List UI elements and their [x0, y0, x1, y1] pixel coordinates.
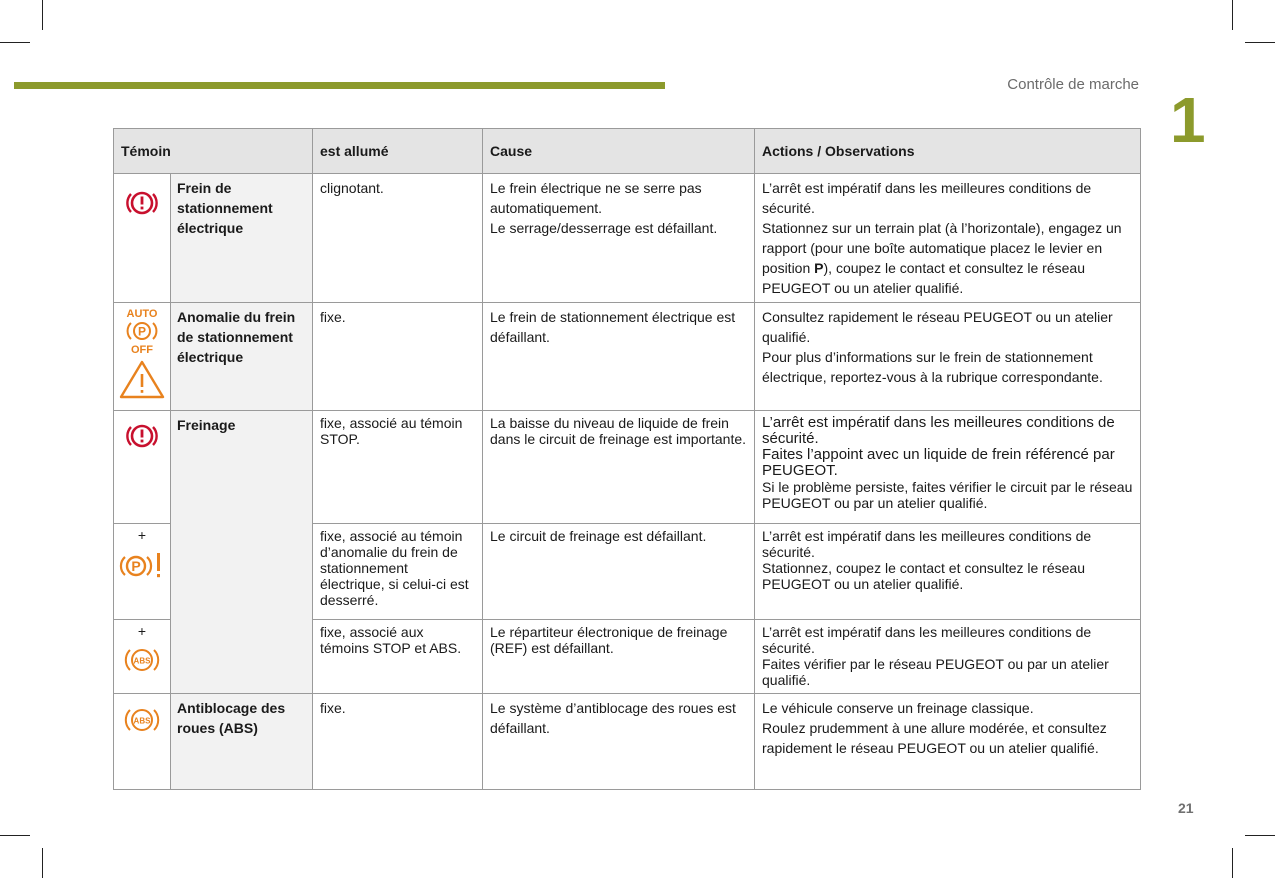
table-header-row [114, 129, 1141, 174]
icon-off-label: OFF [131, 344, 153, 355]
warning-name: Antiblocage des roues (ABS) [171, 694, 313, 790]
state-cell: clignotant. [313, 174, 483, 303]
header-state: est allumé [313, 129, 483, 174]
table-row [114, 411, 1141, 524]
table-row [114, 174, 1141, 303]
warning-lights-table [113, 128, 1141, 790]
action-text: L’arrêt est impératif dans les meilleures conditions de sécurité. [762, 414, 1115, 447]
cause-cell [483, 694, 755, 790]
icon-auto-label: AUTO [126, 308, 158, 320]
action-text: Faites l’appoint avec un liquide de frein référencé par PEUGEOT. [762, 446, 1115, 479]
crop-mark [42, 848, 43, 878]
cause-text: Le serrage/desserrage est défaillant. [490, 220, 718, 236]
auto-p-off-icon [116, 307, 168, 355]
action-text: Le véhicule conserve un freinage classique. [762, 700, 1034, 716]
abs-icon [116, 704, 168, 736]
action-text-part: Stationnez sur un terrain plat (à l’horizontale), engagez un rapport (pour une boîte automatique placez le levier en position [762, 220, 1122, 276]
icon-abs-label: ABS [133, 716, 151, 726]
crop-mark [1245, 42, 1275, 43]
action-text: Roulez prudemment à une allure modérée, et consultez rapidement le réseau PEUGEOT ou un atelier qualifié. [762, 720, 1107, 756]
icon-cell [114, 303, 171, 411]
gear-position-p: P [814, 260, 824, 276]
state-cell: fixe, associé aux témoins STOP et ABS. [313, 620, 483, 694]
cause-text: Le système d’antiblocage des roues est défaillant. [490, 700, 736, 736]
action-text-part: ), coupez le contact et consultez le réseau PEUGEOT ou un atelier qualifié. [762, 260, 1085, 296]
cause-text: Le circuit de freinage est défaillant. [490, 528, 707, 544]
crop-mark [1232, 0, 1233, 30]
cause-text: Le frein de stationnement électrique est défaillant. [490, 309, 736, 345]
cause-text: Le frein électrique ne se serre pas automatiquement. [490, 180, 702, 216]
cause-cell [483, 524, 755, 620]
abs-icon [116, 644, 168, 676]
crop-mark [0, 835, 30, 836]
action-text: Faites vérifier par le réseau PEUGEOT ou par un atelier qualifié. [762, 656, 1109, 688]
header-temoin: Témoin [114, 129, 313, 174]
action-text: Consultez rapidement le réseau PEUGEOT ou un atelier qualifié. [762, 309, 1113, 345]
action-text: L’arrêt est impératif dans les meilleures conditions de sécurité. [762, 180, 1092, 216]
state-cell: fixe. [313, 694, 483, 790]
actions-cell [755, 620, 1141, 694]
cause-text: Le répartiteur électronique de freinage (REF) est défaillant. [490, 624, 728, 656]
action-text: Si le problème persiste, faites vérifier le circuit par le réseau PEUGEOT ou par un atelier qualifié. [762, 479, 1133, 511]
table-row [114, 303, 1141, 411]
actions-cell [755, 411, 1141, 524]
brake-warning-icon [116, 421, 168, 451]
header-cause: Cause [483, 129, 755, 174]
cause-cell [483, 303, 755, 411]
icon-cell [114, 411, 171, 524]
warning-name: Frein de stationnement électrique [171, 174, 313, 303]
warning-triangle-icon [116, 359, 168, 399]
action-text: Stationnez, coupez le contact et consultez le réseau PEUGEOT ou un atelier qualifié. [762, 560, 1085, 592]
actions-cell [755, 174, 1141, 303]
actions-cell [755, 524, 1141, 620]
cause-cell [483, 620, 755, 694]
crop-mark [1232, 848, 1233, 878]
brake-warning-icon [116, 188, 168, 218]
icon-cell [114, 174, 171, 303]
warning-name: Freinage [171, 411, 313, 694]
state-cell: fixe. [313, 303, 483, 411]
section-title: Contrôle de marche [1007, 76, 1139, 93]
icon-p-label: P [131, 558, 141, 574]
action-text: L’arrêt est impératif dans les meilleures conditions de sécurité. [762, 528, 1092, 560]
crop-mark [1245, 835, 1275, 836]
crop-mark [42, 0, 43, 30]
icon-cell [114, 620, 171, 694]
state-cell: fixe, associé au témoin d’anomalie du frein de stationnement électrique, si celui-ci est desserré. [313, 524, 483, 620]
icon-p-label: P [137, 324, 147, 339]
crop-mark [0, 42, 30, 43]
action-text: Pour plus d’informations sur le frein de stationnement électrique, reportez-vous à la rubrique correspondante. [762, 349, 1103, 385]
actions-cell [755, 303, 1141, 411]
cause-cell [483, 411, 755, 524]
actions-cell [755, 694, 1141, 790]
state-cell: fixe, associé au témoin STOP. [313, 411, 483, 524]
warning-name: Anomalie du frein de stationnement électrique [171, 303, 313, 411]
chapter-number: 1 [1170, 84, 1204, 156]
header-actions: Actions / Observations [755, 129, 1141, 174]
plus-sign: + [137, 527, 147, 543]
icon-abs-label: ABS [133, 656, 151, 666]
page-number: 21 [1178, 800, 1194, 816]
icon-cell [114, 694, 171, 790]
action-text: L’arrêt est impératif dans les meilleures conditions de sécurité. [762, 624, 1092, 656]
table-row [114, 694, 1141, 790]
parking-fault-icon [116, 550, 168, 582]
cause-cell [483, 174, 755, 303]
accent-bar [14, 82, 665, 89]
icon-cell [114, 524, 171, 620]
cause-text: La baisse du niveau de liquide de frein dans le circuit de freinage est importante. [490, 415, 747, 447]
action-text [762, 218, 1133, 298]
plus-sign: + [137, 623, 147, 639]
